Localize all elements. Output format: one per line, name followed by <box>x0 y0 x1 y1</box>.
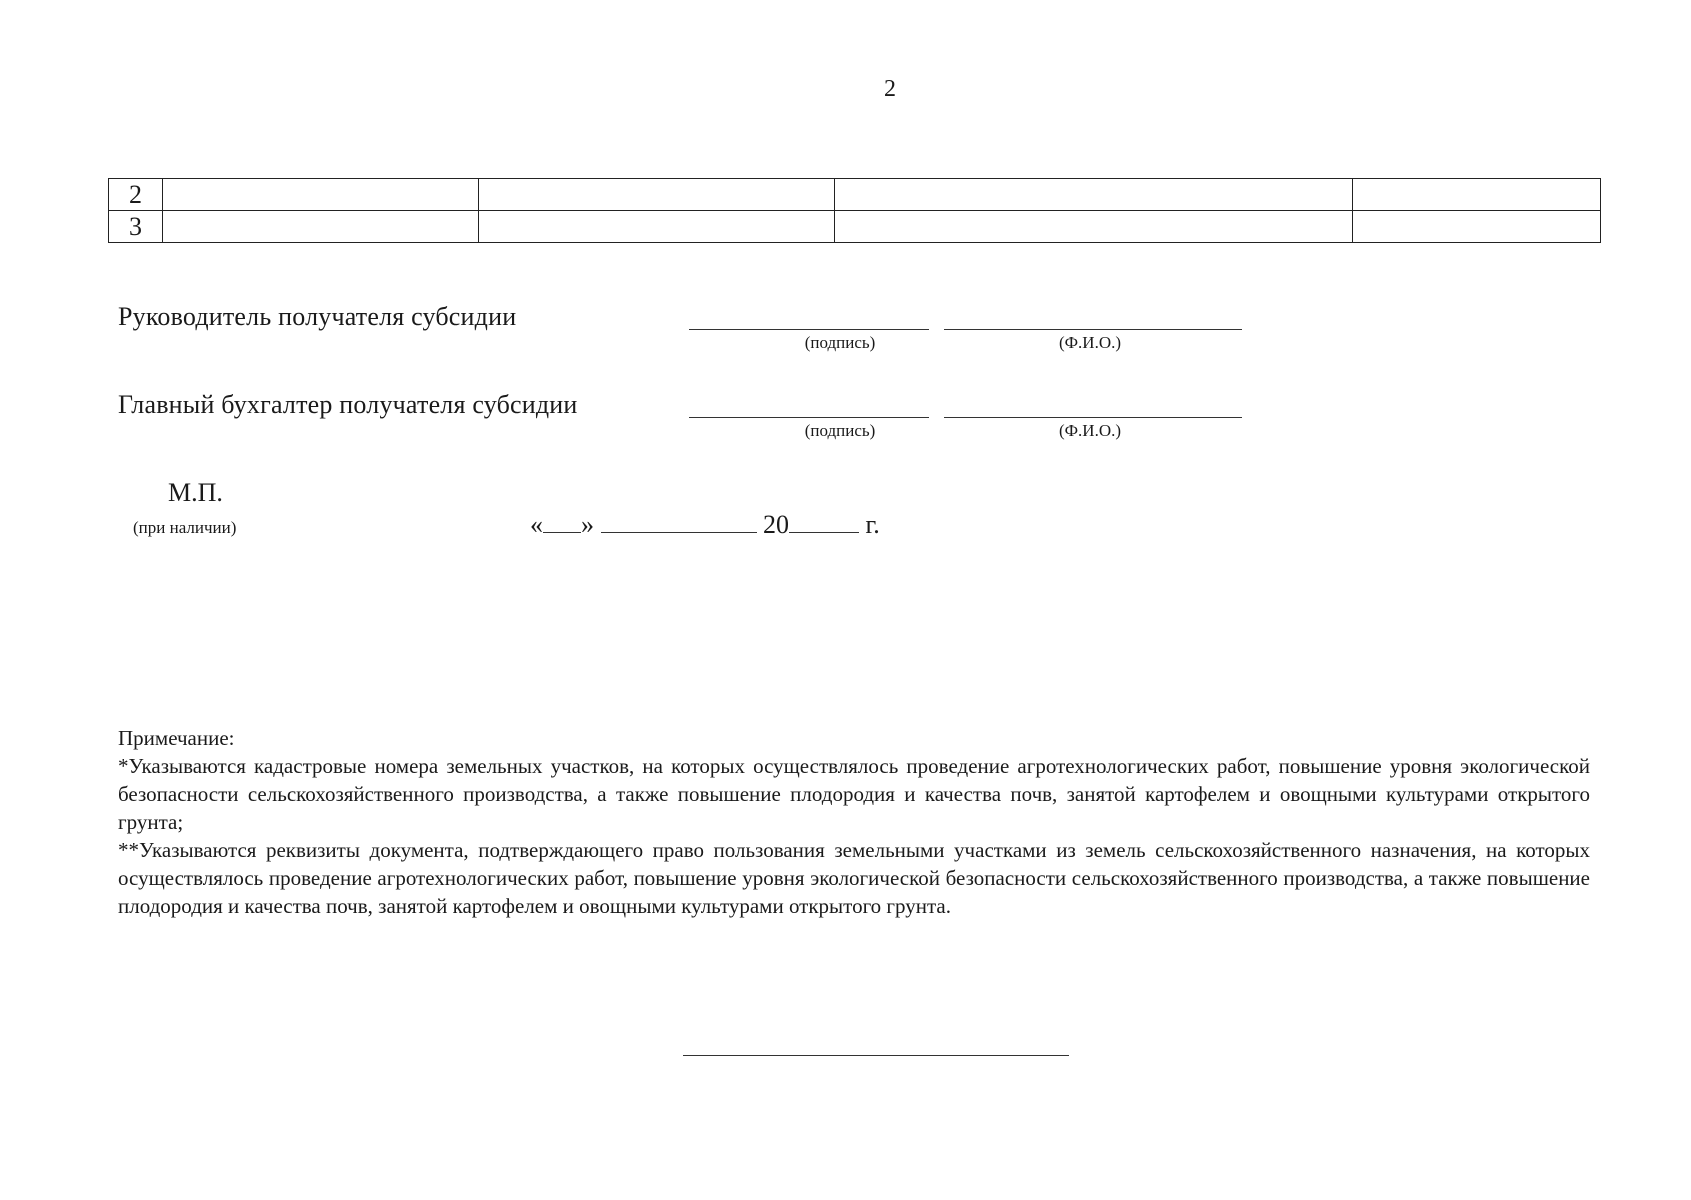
head-name-line <box>944 329 1242 330</box>
date-day-blank <box>543 510 581 533</box>
head-signature-label: Руководитель получателя субсидии <box>118 302 517 331</box>
accountant-signature-line <box>689 417 929 418</box>
date-close-quote: » <box>581 510 594 539</box>
stamp-label: М.П. <box>168 478 223 507</box>
table-cell <box>479 179 835 211</box>
head-name-caption: (Ф.И.О.) <box>1058 333 1122 352</box>
row-number: 2 <box>109 179 163 211</box>
head-signature-line <box>689 329 929 330</box>
table-cell <box>1353 211 1601 243</box>
data-table <box>108 178 1601 243</box>
table-cell <box>163 179 479 211</box>
table-cell <box>835 211 1353 243</box>
table-cell <box>835 179 1353 211</box>
notes-title: Примечание: <box>118 726 235 750</box>
date-month-blank <box>601 510 757 533</box>
row-number: 3 <box>109 211 163 243</box>
date-open-quote: « <box>530 510 543 539</box>
date-field <box>530 510 880 540</box>
notes-section <box>118 724 1590 920</box>
table-cell <box>1353 179 1601 211</box>
date-suffix: г. <box>865 510 880 539</box>
note-item-2: **Указываются реквизиты документа, подтверждающего право пользования земельными участками из земель сельскохозяйственного назначения, на которых осуществлялось проведение агротехнологических работ, повышение уровня экологической безопасности сельскохозяйственного производства, а также повышение плодородия и качества почв, занятой картофелем и овощными культурами открытого грунта. <box>118 838 1590 918</box>
note-item-1: *Указываются кадастровые номера земельных участков, на которых осуществлялось проведение агротехнологических работ, повышение уровня экологической безопасности сельскохозяйственного производства, а также повышение плодородия и качества почв, занятой картофелем и овощными культурами открытого грунта; <box>118 754 1590 834</box>
page-number: 2 <box>884 76 896 102</box>
accountant-signature-label: Главный бухгалтер получателя субсидии <box>118 390 578 419</box>
accountant-signature-caption: (подпись) <box>804 421 876 440</box>
stamp-note: (при наличии) <box>133 518 237 537</box>
bottom-divider <box>683 1055 1069 1056</box>
head-signature-caption: (подпись) <box>804 333 876 352</box>
date-year-blank <box>789 510 859 533</box>
table-cell <box>479 211 835 243</box>
table-row <box>109 211 1601 243</box>
table-cell <box>163 211 479 243</box>
table-row <box>109 179 1601 211</box>
accountant-name-line <box>944 417 1242 418</box>
accountant-name-caption: (Ф.И.О.) <box>1058 421 1122 440</box>
date-century: 20 <box>763 510 789 539</box>
